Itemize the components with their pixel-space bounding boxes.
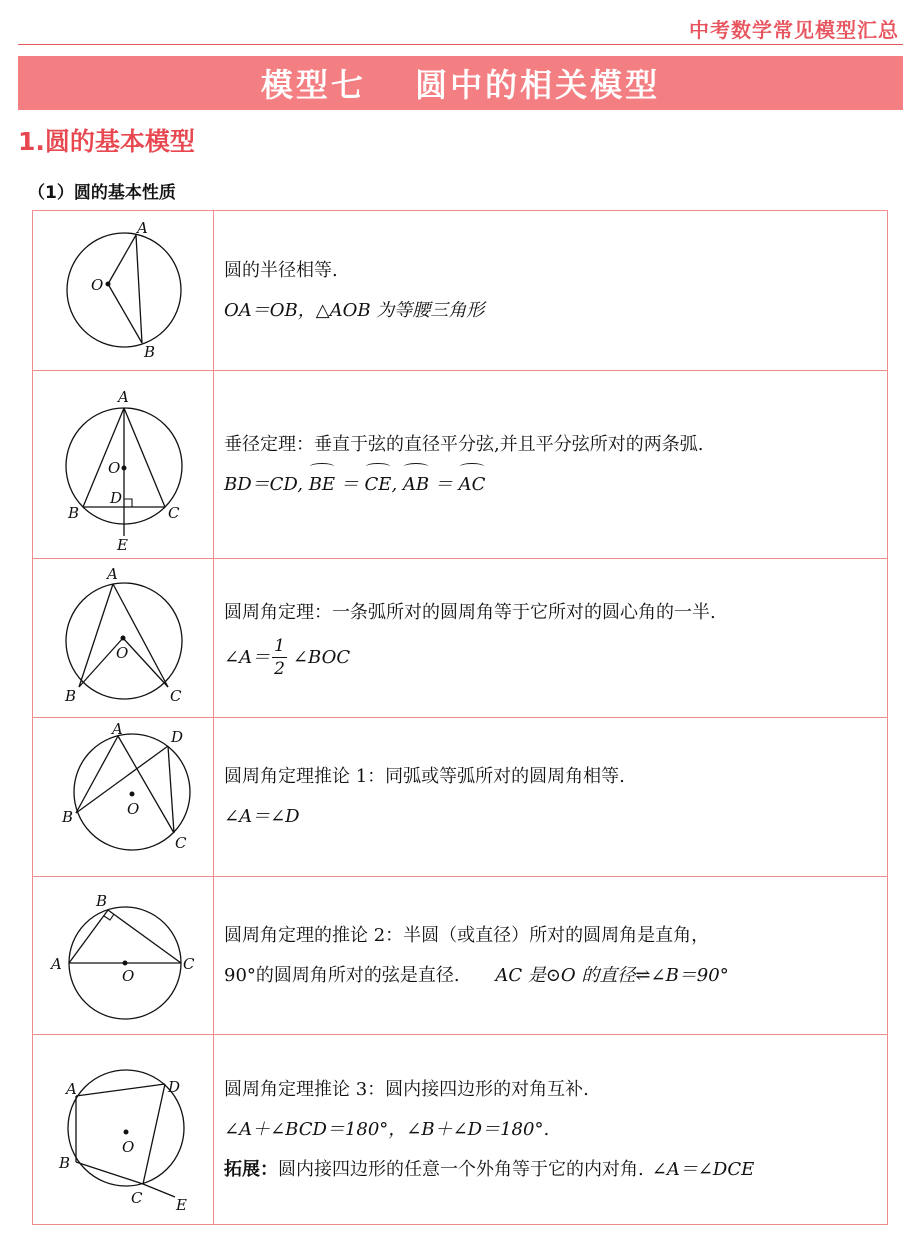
point-label: A bbox=[137, 218, 148, 237]
formula-part: ∠A＝ bbox=[224, 647, 271, 668]
subsection-title: （1）圆的基本性质 bbox=[28, 183, 176, 203]
arc-AB: AB bbox=[403, 465, 429, 505]
table-row bbox=[33, 371, 888, 559]
property-formula: ∠A＝∠D bbox=[224, 806, 300, 827]
property-statement: 圆周角定理推论 1：同弧或等弧所对的圆周角相等. bbox=[224, 766, 625, 787]
extension-note bbox=[224, 1150, 887, 1190]
arc-BE: BE bbox=[309, 465, 335, 505]
figure-cell bbox=[33, 211, 214, 371]
text-cell bbox=[214, 718, 888, 877]
point-label: B bbox=[65, 687, 77, 705]
point-label: O bbox=[91, 275, 104, 294]
point-label: C bbox=[170, 687, 182, 705]
cyclic-quadrilateral-figure bbox=[38, 1040, 208, 1220]
statement-part: 90°的圆周角所对的弦是直径. bbox=[224, 964, 460, 986]
point-label: B bbox=[68, 503, 80, 522]
point-label: A bbox=[66, 1079, 77, 1098]
text-cell bbox=[214, 559, 888, 718]
extension-label: 拓展： bbox=[224, 1158, 278, 1180]
inscribed-angle-figure bbox=[38, 563, 208, 713]
fraction-denominator: 2 bbox=[274, 659, 285, 679]
property-formula bbox=[224, 465, 887, 505]
point-label: A bbox=[51, 954, 62, 973]
point-label: B bbox=[59, 1153, 71, 1172]
formula-part: ＝ bbox=[340, 473, 359, 495]
point-label: B bbox=[96, 891, 108, 910]
property-statement-cont bbox=[224, 956, 887, 996]
semicircle-right-angle-figure bbox=[38, 881, 208, 1031]
point-label: B bbox=[62, 808, 74, 826]
arc-CE: CE bbox=[365, 465, 392, 505]
point-label: C bbox=[175, 834, 187, 852]
table-row bbox=[33, 559, 888, 718]
model-banner bbox=[18, 56, 903, 110]
header-divider bbox=[18, 44, 903, 45]
table-row bbox=[33, 877, 888, 1035]
point-label: C bbox=[168, 503, 180, 522]
perpendicular-diameter-figure bbox=[38, 376, 208, 554]
table-row bbox=[33, 718, 888, 877]
property-statement: 圆周角定理推论 3：圆内接四边形的对角互补. bbox=[224, 1078, 589, 1100]
formula-part: , bbox=[391, 473, 398, 495]
property-statement: 圆周角定理：一条弧所对的圆周角等于它所对的圆心角的一半. bbox=[224, 602, 716, 623]
formula-part: ＝ bbox=[434, 473, 453, 495]
point-label: B bbox=[144, 342, 156, 361]
property-statement: 垂径定理：垂直于弦的直径平分弦,并且平分弦所对的两条弧. bbox=[224, 433, 704, 455]
text-cell bbox=[214, 211, 888, 371]
point-label: C bbox=[131, 1188, 143, 1207]
property-statement: 圆周角定理的推论 2：半圆（或直径）所对的圆周角是直角， bbox=[224, 924, 710, 946]
figure-cell bbox=[33, 559, 214, 718]
formula-part: BD＝CD, bbox=[224, 473, 303, 495]
figure-cell bbox=[33, 371, 214, 559]
point-label: O bbox=[116, 644, 129, 662]
point-label: A bbox=[112, 722, 123, 738]
point-label: O bbox=[122, 966, 135, 985]
figure-cell bbox=[33, 877, 214, 1035]
circle-properties-table bbox=[32, 210, 888, 1225]
point-label: D bbox=[171, 728, 184, 746]
point-label: A bbox=[107, 565, 118, 583]
banner-title: 模型七 圆中的相关模型 bbox=[260, 66, 661, 104]
point-label: D bbox=[110, 488, 123, 507]
extension-text: 圆内接四边形的任意一个外角等于它的内对角. bbox=[278, 1158, 644, 1180]
table-row bbox=[33, 1035, 888, 1225]
fraction bbox=[272, 638, 287, 678]
section-title: 1.圆的基本模型 bbox=[18, 127, 195, 156]
equal-inscribed-angles-figure bbox=[38, 722, 208, 872]
property-formula bbox=[224, 633, 887, 683]
arc-AC: AC bbox=[459, 465, 486, 505]
figure-cell bbox=[33, 718, 214, 877]
document-header-title: 中考数学常见模型汇总 bbox=[689, 18, 899, 42]
property-formula: OA＝OB，△AOB 为等腰三角形 bbox=[224, 299, 485, 321]
fraction-numerator: 1 bbox=[274, 636, 285, 656]
text-cell bbox=[214, 1035, 888, 1225]
point-label: O bbox=[127, 800, 140, 818]
text-cell bbox=[214, 877, 888, 1035]
point-label: O bbox=[122, 1137, 135, 1156]
formula-part: ∠BOC bbox=[292, 647, 351, 668]
text-cell bbox=[214, 371, 888, 559]
figure-cell bbox=[33, 1035, 214, 1225]
table-row bbox=[33, 211, 888, 371]
radius-figure bbox=[38, 216, 208, 366]
property-formula: AC 是⊙O 的直径⇌∠B＝90° bbox=[495, 964, 729, 986]
point-label: E bbox=[117, 535, 128, 554]
property-formula: ∠A＋∠BCD＝180°，∠B＋∠D＝180°. bbox=[224, 1118, 550, 1140]
point-label: D bbox=[168, 1077, 181, 1096]
property-statement: 圆的半径相等. bbox=[224, 259, 338, 281]
extension-formula: ∠A＝∠DCE bbox=[651, 1158, 755, 1180]
point-label: A bbox=[118, 387, 129, 406]
point-label: O bbox=[108, 458, 121, 477]
point-label: E bbox=[176, 1195, 187, 1214]
point-label: C bbox=[183, 954, 195, 973]
